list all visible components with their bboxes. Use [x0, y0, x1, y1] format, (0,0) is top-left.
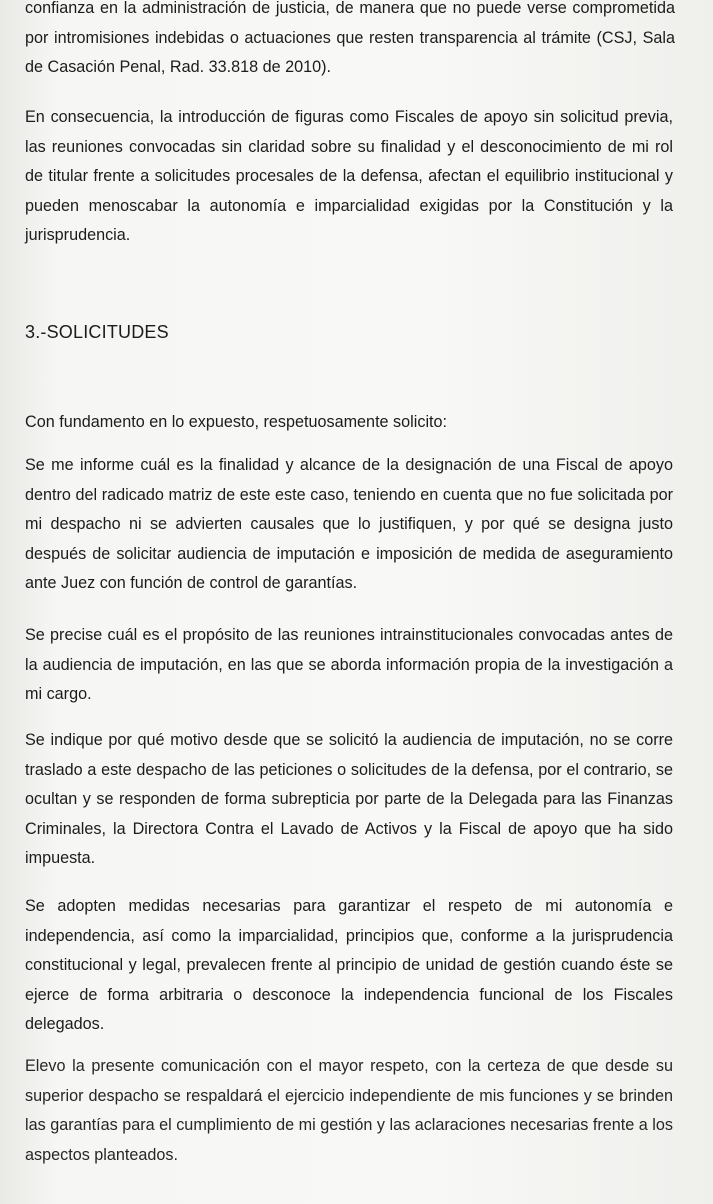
request-paragraph-3: Se indique por qué motivo desde que se solicitó la audiencia de imputación, no se corre traslado a este despacho de las peticiones o solicitudes de la defensa, por el contrario, se ocultan y se responden de forma subrepticia por parte de la Delegada para las Finanzas Criminales, la Directora Contra el Lavado de Activos y la Fiscal de apoyo que ha sido impuesta.: [25, 731, 673, 867]
paragraph-justice-confidence: confianza en la administración de justicia, de manera que no puede verse comprometida por intromisiones indebidas o actuaciones que resten transparencia al trámite (CSJ, Sala de Casación Penal, Rad. 33.818 de 2010).: [25, 0, 675, 76]
section-heading-solicitudes: 3.-SOLICITUDES: [25, 322, 169, 342]
paragraph-consequence: En consecuencia, la introducción de figuras como Fiscales de apoyo sin solicitud previa, las reuniones convocadas sin claridad sobre su finalidad y el desconocimiento de mi rol de titular frente a solicitudes procesales de la defensa, afectan el equilibrio institucional y pueden menoscabar la autonomía e imparcialidad exigidas por la Constitución y la jurisprudencia.: [25, 108, 673, 244]
closing-paragraph: Elevo la presente comunicación con el mayor respeto, con la certeza de que desde su superior despacho se respaldará el ejercicio independiente de mis funciones y se brinden las garantías para el cumplimiento de mi gestión y las aclaraciones necesarias frente a los aspectos planteados.: [25, 1057, 673, 1164]
request-paragraph-1: Se me informe cuál es la finalidad y alcance de la designación de una Fiscal de apoyo dentro del radicado matriz de este este caso, teniendo en cuenta que no fue solicitada por mi despacho ni se advierten causales que lo justifiquen, y por qué se designa justo después de solicitar audiencia de imputación e imposición de medida de aseguramiento ante Juez con función de control de garantías.: [25, 456, 673, 592]
paragraph-intro: Con fundamento en lo expuesto, respetuosamente solicito:: [25, 413, 448, 431]
request-paragraph-2: Se precise cuál es el propósito de las reuniones intrainstitucionales convocadas antes de la audiencia de imputación, en las que se aborda información propia de la investigación a mi cargo.: [25, 626, 673, 703]
request-paragraph-4: Se adopten medidas necesarias para garantizar el respeto de mi autonomía e independencia, así como la imparcialidad, principios que, conforme a la jurisprudencia constitucional y legal, prevalecen frente al principio de unidad de gestión cuando éste se ejerce de forma arbitraria o desconoce la independencia funcional de los Fiscales delegados.: [25, 897, 673, 1033]
